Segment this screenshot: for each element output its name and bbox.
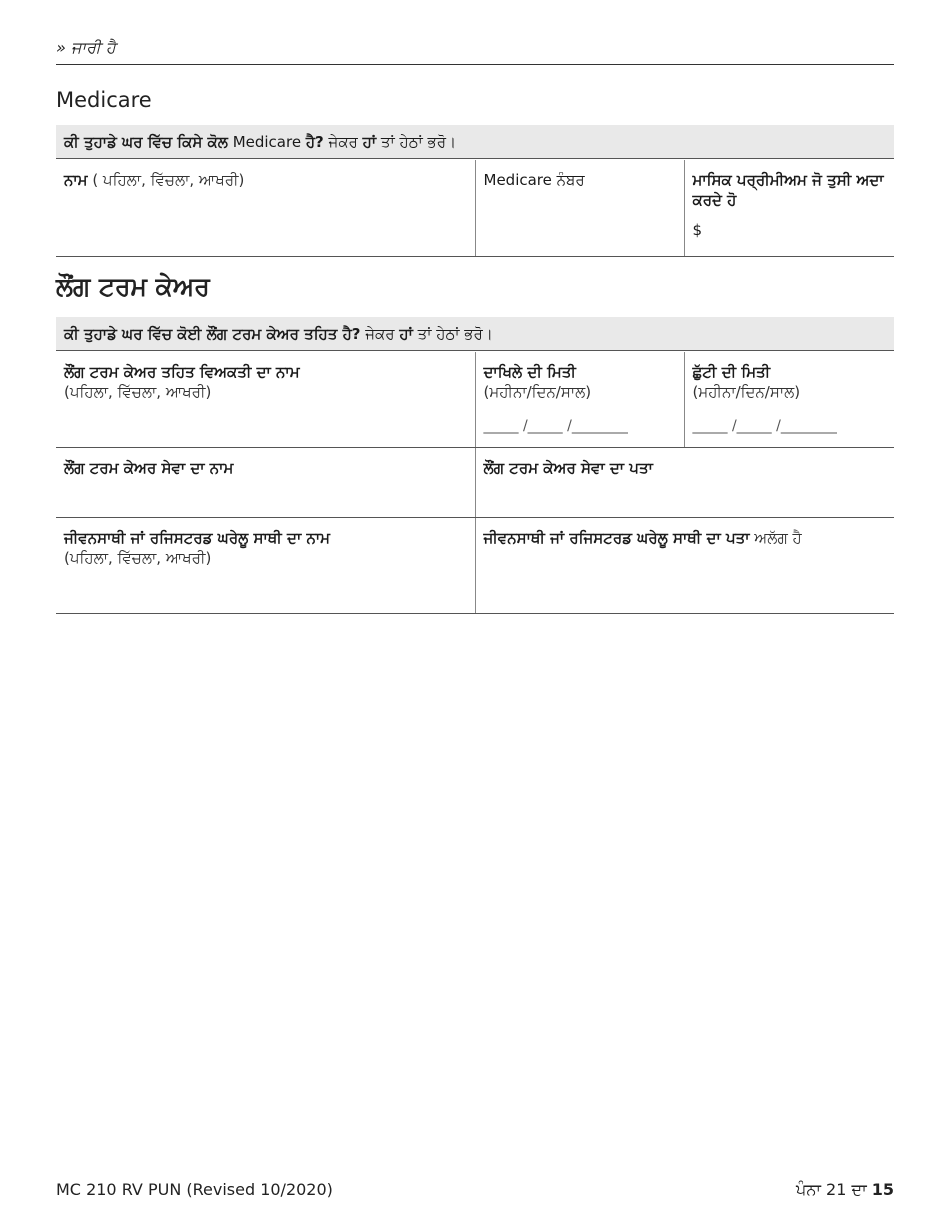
- medicare-number-label: Medicare ਨੰਬਰ: [483, 171, 585, 189]
- admit-date-format: (ਮਹੀਨਾ/ਦਿਨ/ਸਾਲ): [483, 383, 592, 401]
- continued-label: » ਜਾਰੀ ਹੈ: [56, 38, 116, 57]
- dollar-sign: $: [692, 221, 703, 239]
- discharge-date-label: ਛੁੱਟੀ ਦੀ ਮਿਤੀ: [692, 363, 771, 381]
- ltc-person-name-field[interactable]: [56, 352, 475, 447]
- spouse-name-label: ਜੀਵਨਸਾਥੀ ਜਾਂ ਰਜਿਸਟਰਡ ਘਰੇਲੂ ਸਾਥੀ ਦਾ ਨਾਮ: [64, 528, 330, 547]
- medicare-table: [56, 160, 894, 257]
- medicare-name-field[interactable]: [56, 160, 475, 256]
- medicare-question-part: ਤਾਂ ਹੇਠਾਂ ਭਰੋ।: [376, 133, 457, 151]
- top-divider: [56, 64, 894, 65]
- medicare-premium-field[interactable]: [684, 160, 894, 256]
- ltc-service-name-label: ਲੌਂਗ ਟਰਮ ਕੇਅਰ ਸੇਵਾ ਦਾ ਨਾਮ: [64, 458, 234, 477]
- medicare-section-title: Medicare: [56, 88, 152, 112]
- medicare-name-label: ਨਾਮ: [64, 171, 88, 189]
- medicare-name-format: ( ਪਹਿਲਾ, ਵਿੱਚਲਾ, ਆਖਰੀ): [87, 171, 245, 189]
- ltc-service-name-field[interactable]: [56, 447, 475, 517]
- spouse-address-field[interactable]: [475, 517, 894, 613]
- spouse-address-label: ਜੀਵਨਸਾਥੀ ਜਾਂ ਰਜਿਸਟਰਡ ਘਰੇਲੂ ਸਾਥੀ ਦਾ ਪਤਾ: [483, 528, 750, 547]
- page-number-total: 15: [871, 1180, 894, 1199]
- admit-date-field[interactable]: [475, 352, 684, 447]
- ltc-section-title: ਲੌਂਗ ਟਰਮ ਕੇਅਰ: [56, 272, 210, 301]
- spouse-name-field[interactable]: [56, 517, 475, 613]
- spouse-name-format: (ਪਹਿਲਾ, ਵਿੱਚਲਾ, ਆਖਰੀ): [64, 548, 212, 567]
- medicare-question-part: ਹੈ?: [305, 133, 324, 151]
- admit-date-blank: _____ /_____ /________: [483, 418, 628, 434]
- page-number: [796, 1180, 894, 1200]
- ltc-person-name-label: ਲੌਂਗ ਟਰਮ ਕੇਅਰ ਤਹਿਤ ਵਿਅਕਤੀ ਦਾ ਨਾਮ: [64, 363, 300, 381]
- medicare-question-part: ਹਾਂ: [362, 133, 377, 151]
- medicare-question-part: ਕੀ ਤੁਹਾਡੇ ਘਰ ਵਿੱਚ ਕਿਸੇ ਕੋਲ: [64, 133, 228, 151]
- medicare-question-part: Medicare: [227, 133, 306, 151]
- ltc-question-part: ਤਾਂ ਹੇਠਾਂ ਭਰੋ।: [412, 325, 493, 343]
- ltc-question: [56, 317, 894, 351]
- medicare-premium-label: ਮਾਸਿਕ ਪਰ੍ਰੀਮੀਅਮ ਜੋ ਤੁਸੀ ਅਦਾ ਕਰਦੇ ਹੋ: [692, 171, 884, 209]
- ltc-service-address-field[interactable]: [475, 447, 894, 517]
- form-id: MC 210 RV PUN (Revised 10/2020): [56, 1180, 333, 1199]
- ltc-table: [56, 352, 894, 614]
- medicare-question-part: ਜੇਕਰ: [323, 133, 363, 151]
- ltc-person-name-format: (ਪਹਿਲਾ, ਵਿੱਚਲਾ, ਆਖਰੀ): [64, 383, 212, 401]
- discharge-date-blank: _____ /_____ /________: [692, 418, 837, 434]
- ltc-service-address-label: ਲੌਂਗ ਟਰਮ ਕੇਅਰ ਸੇਵਾ ਦਾ ਪਤਾ: [483, 458, 653, 477]
- page-number-prefix: ਪੰਨਾ 21 ਦਾ: [796, 1180, 872, 1199]
- admit-date-label: ਦਾਖਿਲੇ ਦੀ ਮਿਤੀ: [483, 363, 576, 381]
- discharge-date-format: (ਮਹੀਨਾ/ਦਿਨ/ਸਾਲ): [692, 383, 801, 401]
- medicare-number-field[interactable]: [475, 160, 684, 256]
- medicare-question: [56, 125, 894, 159]
- ltc-question-part: ਹਾਂ: [399, 325, 413, 343]
- spouse-address-note: ਅਲੱਗ ਹੈ: [749, 528, 802, 547]
- discharge-date-field[interactable]: [684, 352, 894, 447]
- ltc-question-part: ਕੀ ਤੁਹਾਡੇ ਘਰ ਵਿੱਚ ਕੋਈ ਲੌਂਗ ਟਰਮ ਕੇਅਰ ਤਹਿਤ ਹੈ?: [64, 325, 361, 343]
- ltc-question-part: ਜੇਕਰ: [360, 325, 400, 343]
